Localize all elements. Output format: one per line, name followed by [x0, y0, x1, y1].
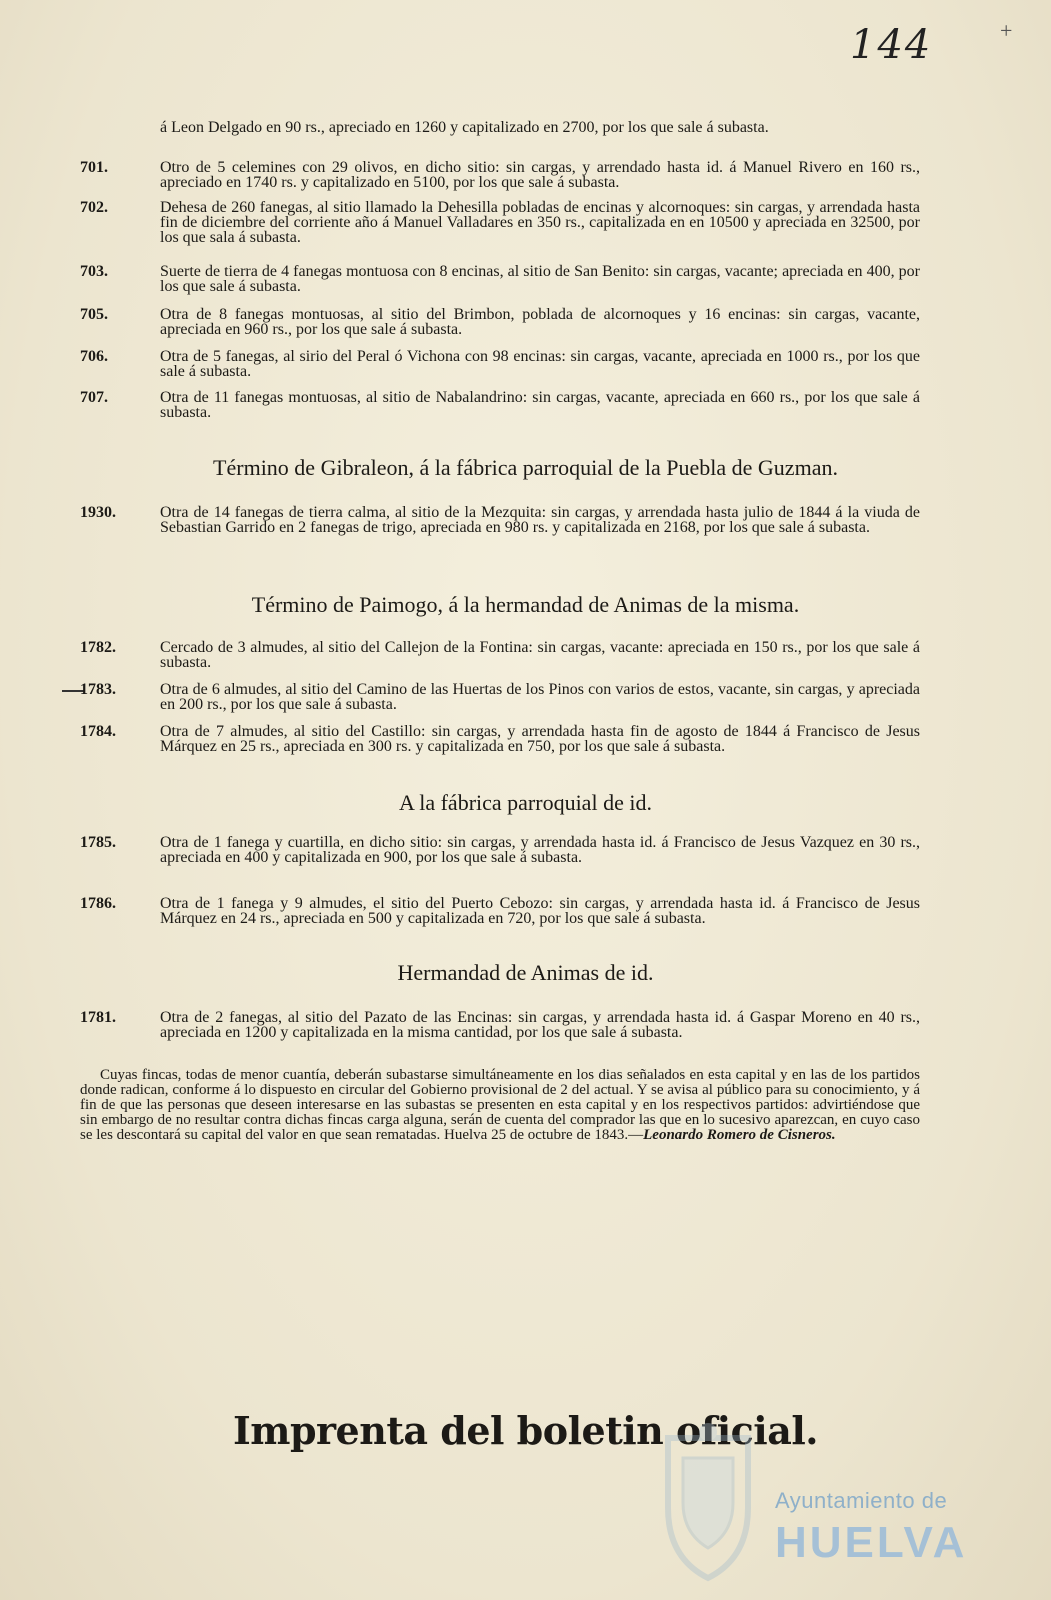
entry-705: [80, 307, 920, 337]
entry-text: Otra de 2 fanegas, al sitio del Pazato de las Encinas: sin cargas, y arrendada hasta id. á Gaspar Moreno en 40 rs., apreciada en 1200 y capitalizada en la misma cantidad, por los que sale á subasta.: [160, 1009, 920, 1041]
watermark-line1: Ayuntamiento de: [775, 1488, 948, 1513]
entry-number: 707.: [80, 389, 108, 406]
section-heading-fabrica: A la fábrica parroquial de id.: [399, 790, 652, 815]
entry-number: 1782.: [80, 639, 116, 656]
entry-1930: [80, 505, 920, 535]
entry-text: Otra de 5 fanegas, al sirio del Peral ó Vichona con 98 encinas: sin cargas, vacante, apreciada en 1000 rs., por los que sale á subasta.: [160, 348, 920, 380]
entry-1785: [80, 835, 920, 865]
entry-number: 1781.: [80, 1009, 116, 1026]
entry-number: 705.: [80, 306, 108, 323]
closing-paragraph: [80, 1068, 920, 1143]
entry-text: Otra de 14 fanegas de tierra calma, al sitio de la Mezquita: sin cargas, y arrendada hasta julio de 1844 á la viuda de Sebastian Garrido en 2 fanegas de trigo, apreciada en 980 rs. y capitalizada en 2168, por los que sale á subasta.: [160, 504, 920, 536]
entry-text: Otra de 11 fanegas montuosas, al sitio de Nabalandrino: sin cargas, vacante, apreciada en 660 rs., por los que sale á subasta.: [160, 389, 920, 421]
entry-702: [80, 200, 920, 245]
entry-text: Suerte de tierra de 4 fanegas montuosa con 8 encinas, al sitio de San Benito: sin cargas, vacante; apreciada en 400, por los que sale á subasta.: [160, 263, 920, 295]
entry-706: [80, 349, 920, 379]
folio-number: 144: [850, 22, 933, 68]
entry-text: Dehesa de 260 fanegas, al sitio llamado la Dehesilla pobladas de encinas y alcornoques: sin cargas, y arrendada hasta fin de diciembre del corriente año á Manuel Valladares en 350 rs., capitalizada en en 10500 y apreciada en 32500, por los que sala á subasta.: [160, 199, 920, 246]
entry-703: [80, 264, 920, 294]
entry-number: 1786.: [80, 895, 116, 912]
entry-1783: [80, 682, 920, 712]
corner-mark: +: [1000, 18, 1013, 43]
entry-number: 1930.: [80, 504, 116, 521]
entry-text: Otra de 6 almudes, al sitio del Camino de las Huertas de los Pinos con varios de estos, vacante, sin cargas, y apreciada en 200 rs., por los que sale á subasta.: [160, 681, 920, 713]
entry-707: [80, 390, 920, 420]
entry-number: 1783.: [80, 681, 116, 698]
entry-number: 706.: [80, 348, 108, 365]
printer-imprint: Imprenta del boletin oficial.: [232, 1408, 819, 1453]
section-heading-hermandad: Hermandad de Animas de id.: [397, 960, 654, 985]
closing-text: Cuyas fincas, todas de menor cuantía, deberán subastarse simultáneamente en los dias señalados en esta capital y en las de los partidos donde radican, conforme á lo dispuesto en circular del Gobierno provisional de 2 del actual. Y se avisa al público para su conocimiento, y á fin de que las personas que deseen interesarse en las subastas se presenten en esta capital y en los respectivos partidos: advirtiéndose que sin embargo de no resultar contra dichas fincas carga alguna, serán de cuenta del comprador las que en lo sucesivo aparezcan, en cuyo caso se les descontará su capital del valor en que sean rematadas. Huelva 25 de octubre de 1843.—: [80, 1067, 920, 1143]
entry-1786: [80, 896, 920, 926]
entry-701: [80, 160, 920, 190]
entry-text: Otra de 7 almudes, al sitio del Castillo: sin cargas, y arrendada hasta fin de agosto de 1844 á Francisco de Jesus Márquez en 25 rs., apreciada en 300 rs. y capitalizada en 750, por los que sale á subasta.: [160, 723, 920, 755]
entry-text: Otra de 8 fanegas montuosas, al sitio del Brimbon, poblada de alcornoques y 16 encinas: sin cargas, vacante, apreciada en 960 rs., por los que sale á subasta.: [160, 306, 920, 338]
entry-1784: [80, 724, 920, 754]
entry-text: Cercado de 3 almudes, al sitio del Callejon de la Fontina: sin cargas, vacante: apreciada en 150 rs., por los que sale á subasta.: [160, 639, 920, 671]
entry-number: 701.: [80, 159, 108, 176]
watermark-line2: HUELVA: [775, 1518, 968, 1567]
entry-text: Otra de 1 fanega y cuartilla, en dicho sitio: sin cargas, y arrendada hasta id. á Francisco de Jesus Vazquez en 30 rs., apreciada en 400 y capitalizada en 900, por los que sale á subasta.: [160, 834, 920, 866]
entry-number: 703.: [80, 263, 108, 280]
entry-text: Otro de 5 celemines con 29 olivos, en dicho sitio: sin cargas, y arrendado hasta id. á Manuel Rivero en 160 rs., apreciado en 1740 rs. y capitalizado en 5100, por los que sale á subasta.: [160, 159, 920, 191]
section-heading-gibraleon: Término de Gibraleon, á la fábrica parroquial de la Puebla de Guzman.: [213, 455, 838, 480]
continuation-text: á Leon Delgado en 90 rs., apreciado en 1260 y capitalizado en 2700, por los que sale á subasta.: [160, 119, 769, 136]
entry-1781: [80, 1010, 920, 1040]
entry-number: 1785.: [80, 834, 116, 851]
entry-number: 702.: [80, 199, 108, 216]
section-heading-paimogo: Término de Paimogo, á la hermandad de Animas de la misma.: [251, 592, 800, 617]
signature: Leonardo Romero de Cisneros.: [643, 1127, 836, 1143]
entry-text: Otra de 1 fanega y 9 almudes, el sitio del Puerto Cebozo: sin cargas, y arrendada hasta id. á Francisco de Jesus Márquez en 24 rs., apreciada en 500 y capitalizada en 720, por los que sale á subasta.: [160, 895, 920, 927]
entry-number: 1784.: [80, 723, 116, 740]
entry-1782: [80, 640, 920, 670]
